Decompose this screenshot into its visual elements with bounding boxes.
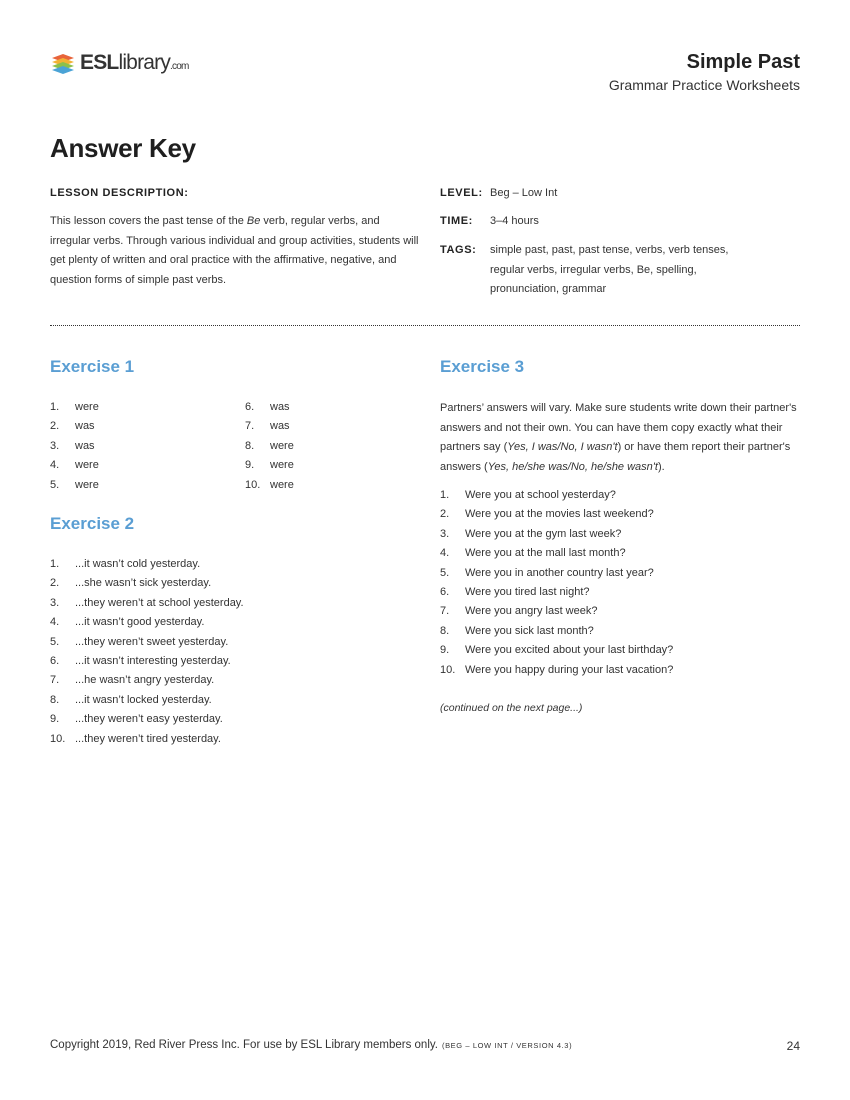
worksheet-subtitle: Grammar Practice Worksheets [608, 77, 800, 93]
list-item [50, 671, 410, 690]
item-number: 8. [440, 624, 450, 637]
item-number: 9. [440, 644, 450, 657]
item-answer: Were you at the movies last weekend? [465, 508, 654, 521]
list-item [245, 398, 395, 417]
tags-row [440, 241, 760, 300]
item-number: 5. [50, 478, 60, 491]
item-number: 3. [50, 439, 60, 452]
description-part: verb, regular verbs, and irregular verbs. Through various individual and group activities, students will get plenty of written and oral practice with the affirmative, negative, and question forms of simple past verbs. [50, 215, 419, 286]
exercise-1-column-1 [50, 398, 240, 495]
item-answer: Were you angry last week? [465, 605, 598, 618]
intro-part: ). [657, 460, 665, 473]
exercise-3-title: Exercise 3 [440, 357, 525, 376]
list-item [440, 622, 802, 641]
item-answer: ...she wasn’t sick yesterday. [75, 577, 212, 590]
list-item [245, 456, 395, 475]
exercise-3-intro [440, 399, 802, 477]
time-value: 3–4 hours [490, 215, 539, 227]
list-item [245, 417, 395, 436]
item-number: 8. [50, 693, 60, 706]
time-row [440, 212, 760, 232]
item-answer: were [75, 401, 99, 413]
exercise-2-list [50, 555, 410, 749]
item-answer: were [75, 478, 99, 491]
list-item [440, 583, 802, 602]
item-answer: was [75, 420, 95, 433]
item-number: 2. [50, 577, 60, 590]
item-answer: ...they weren’t at school yesterday. [75, 596, 244, 609]
item-answer: ...it wasn’t interesting yesterday. [75, 654, 231, 667]
item-number: 10. [50, 732, 66, 745]
item-answer: ...it wasn’t good yesterday. [75, 616, 205, 629]
item-answer: ...they weren’t sweet yesterday. [75, 635, 229, 648]
list-item [440, 525, 802, 544]
item-number: 5. [50, 635, 60, 648]
item-number: 6. [50, 654, 60, 667]
item-answer: Were you in another country last year? [465, 566, 654, 579]
item-number: 4. [50, 459, 60, 472]
list-item [50, 574, 410, 593]
item-answer: ...it wasn’t cold yesterday. [75, 558, 201, 570]
exercise-3-list [440, 486, 802, 680]
list-item [440, 564, 802, 583]
exercise-1-column-2 [245, 398, 395, 495]
item-answer: ...they weren’t easy yesterday. [75, 713, 223, 726]
item-number: 7. [440, 605, 450, 618]
list-item [440, 486, 802, 505]
item-number: 8. [245, 439, 255, 452]
item-number: 2. [50, 420, 60, 433]
item-answer: were [75, 459, 99, 472]
item-number: 1. [50, 401, 60, 413]
item-answer: Were you at the mall last month? [465, 547, 626, 560]
description-emphasis: Be [246, 215, 261, 227]
list-item [440, 641, 802, 660]
lesson-description [50, 212, 420, 290]
list-item [50, 456, 240, 475]
item-answer: Were you happy during your last vacation? [465, 663, 674, 676]
worksheet-title: Simple Past [686, 51, 800, 73]
page-number: 24 [786, 1039, 800, 1053]
list-item [50, 730, 410, 749]
item-number: 6. [245, 401, 255, 413]
list-item [440, 505, 802, 524]
list-item [440, 661, 802, 680]
list-item [50, 417, 240, 436]
item-answer: was [75, 439, 95, 452]
item-answer: ...it wasn’t locked yesterday. [75, 693, 212, 706]
item-answer: were [270, 478, 294, 491]
item-number: 2. [440, 508, 450, 521]
item-number: 10. [245, 478, 261, 491]
intro-emphasis: Yes, I was/No, I wasn't [507, 441, 618, 453]
list-item [245, 437, 395, 456]
tags-value: simple past, past, past tense, verbs, verb tenses, regular verbs, irregular verbs, Be, spelling, pronunciation, grammar [490, 244, 729, 295]
intro-emphasis: Yes, he/she was/No, he/she wasn't [487, 460, 658, 473]
lesson-description-label: LESSON DESCRIPTION: [50, 187, 189, 199]
list-item [50, 398, 240, 417]
item-answer: was [270, 420, 290, 433]
item-answer: Were you excited about your last birthday? [465, 644, 674, 657]
exercise-2-title: Exercise 2 [50, 514, 135, 533]
item-number: 3. [50, 596, 60, 609]
intro-part: ) or have them report their partner's answers ( [440, 441, 791, 473]
level-value: Beg – Low Int [490, 187, 558, 199]
list-item [50, 476, 240, 495]
logo-library: library [118, 51, 171, 74]
version-text: (BEG – LOW INT / VERSION 4.3) [441, 1041, 573, 1050]
list-item [50, 613, 410, 632]
item-number: 5. [440, 566, 450, 579]
item-number: 10. [440, 663, 456, 676]
list-item [50, 555, 410, 574]
continued-note: (continued on the next page...) [440, 702, 583, 714]
item-number: 1. [50, 558, 60, 570]
list-item [440, 544, 802, 563]
list-item [50, 652, 410, 671]
list-item [50, 633, 410, 652]
time-label: TIME: [440, 215, 473, 227]
item-number: 9. [50, 713, 60, 726]
logo-brand: ESL [80, 51, 119, 74]
level-label: LEVEL: [440, 187, 483, 199]
page-title: Answer Key [50, 133, 196, 163]
item-number: 3. [440, 527, 450, 540]
level-row [440, 184, 760, 204]
item-number: 6. [440, 585, 450, 598]
item-answer: Were you at the gym last week? [465, 527, 622, 540]
item-answer: ...he wasn’t angry yesterday. [75, 674, 215, 687]
list-item [440, 602, 802, 621]
item-number: 4. [440, 547, 450, 560]
list-item [50, 710, 410, 729]
item-answer: Were you tired last night? [465, 585, 590, 598]
item-number: 9. [245, 459, 255, 472]
tags-label: TAGS: [440, 244, 477, 256]
item-number: 7. [245, 420, 255, 433]
list-item [50, 594, 410, 613]
item-answer: were [270, 459, 294, 472]
exercise-1-title: Exercise 1 [50, 357, 135, 376]
esl-library-logo [50, 48, 189, 78]
item-number: 7. [50, 674, 60, 687]
copyright-text: Copyright 2019, Red River Press Inc. For use by ESL Library members only. [50, 1039, 438, 1051]
dotted-divider [50, 325, 800, 326]
list-item [50, 691, 410, 710]
item-answer: was [270, 401, 290, 413]
item-number: 4. [50, 616, 60, 629]
item-answer: Were you at school yesterday? [465, 489, 616, 501]
list-item [245, 476, 395, 495]
item-answer: ...they weren’t tired yesterday. [75, 732, 221, 745]
item-number: 1. [440, 489, 450, 501]
item-answer: Were you sick last month? [465, 624, 594, 637]
intro-part: Partners’ answers will vary. Make sure students write down their partner's answers and not their own. You can have them copy exactly what their partners say ( [440, 402, 797, 453]
list-item [50, 437, 240, 456]
logo-domain: .com [170, 61, 189, 72]
footer-copyright [50, 1039, 572, 1051]
stacked-books-icon [50, 50, 76, 76]
description-part: This lesson covers the past tense of the [50, 215, 247, 227]
item-answer: were [270, 439, 294, 452]
